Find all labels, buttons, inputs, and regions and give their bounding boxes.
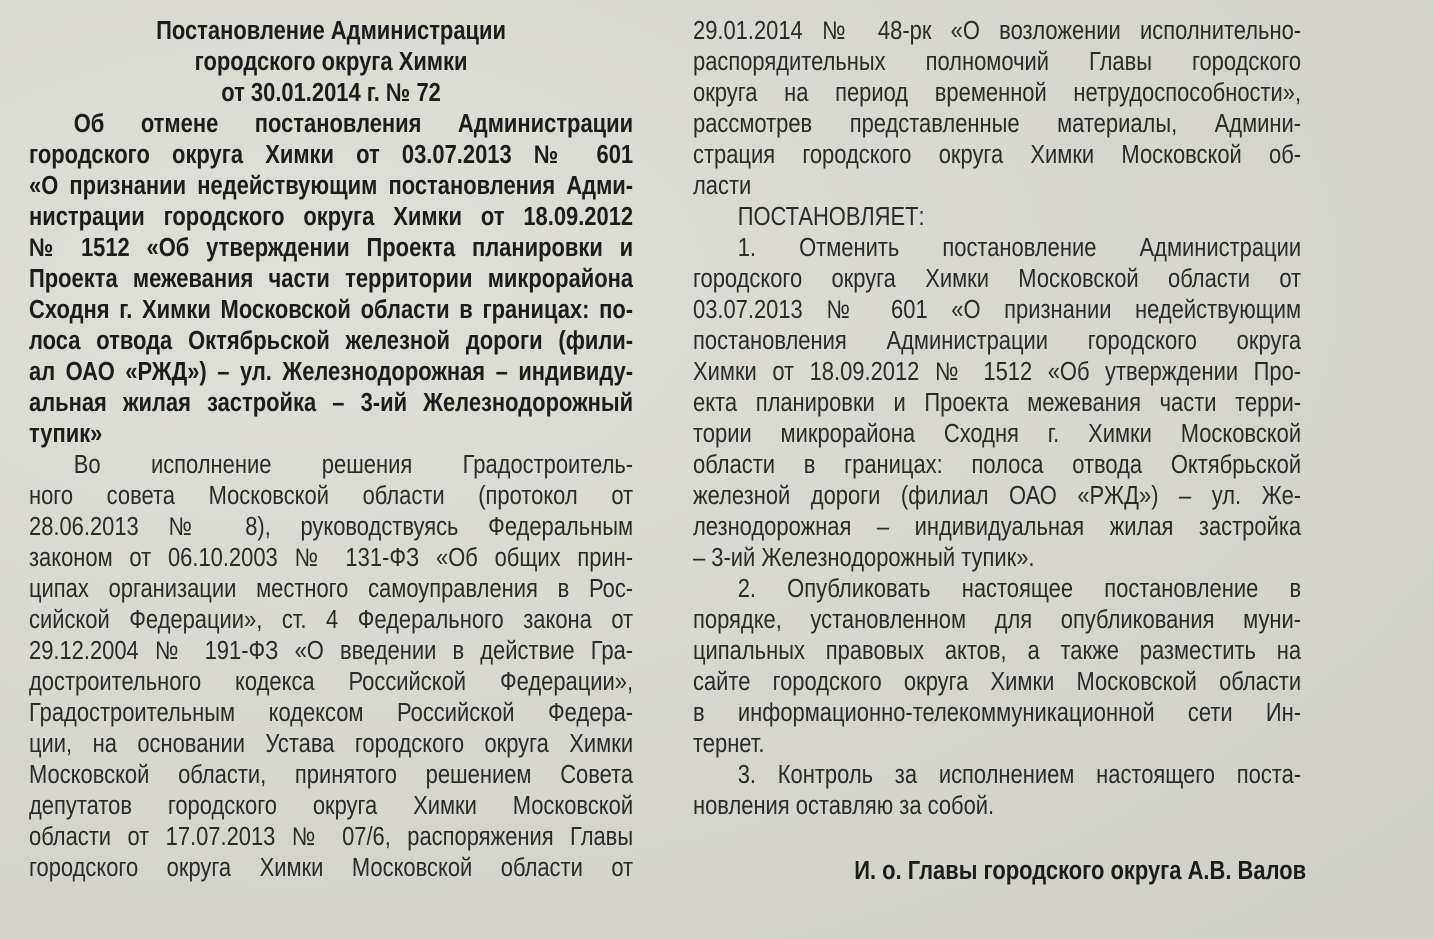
resolves-heading: ПОСТАНОВЛЯЕТ: bbox=[737, 203, 925, 231]
clause-1 bbox=[693, 233, 1301, 574]
clause-line: порядке, установленном для опубликования муни- bbox=[693, 606, 1302, 634]
body-line: депутатов городского округа Химки Московской bbox=[29, 792, 634, 820]
left-column bbox=[29, 16, 633, 884]
subject-line: лоса отвода Октябрьской железной дороги (фили- bbox=[29, 327, 634, 355]
body-line: Московской области, принятого решением Совета bbox=[29, 761, 634, 789]
subject-line: тупик» bbox=[29, 420, 103, 448]
subject-line: «О признании недействующим постановления Адми- bbox=[29, 172, 634, 200]
clause-2 bbox=[693, 574, 1301, 760]
clause-line: в информационно-телекоммуникационной сети Ин- bbox=[693, 699, 1302, 727]
body-line: достроительного кодекса Российской Федерации», bbox=[29, 668, 634, 696]
signature-line: И. о. Главы городского округа А.В. Валов bbox=[854, 857, 1307, 885]
body-line: 29.01.2014 № 48-рк «О возложении исполнительно- bbox=[693, 17, 1302, 45]
clause-line: постановления Администрации городского округа bbox=[693, 327, 1302, 355]
subject-line: ал ОАО «РЖД») – ул. Железнодорожная – индивиду- bbox=[29, 358, 634, 386]
document-preamble bbox=[29, 450, 633, 884]
body-line: ного совета Московской области (протокол от bbox=[29, 482, 634, 510]
body-line: городского округа Химки Московской области от bbox=[29, 854, 634, 882]
clause-line: городского округа Химки Московской области от bbox=[693, 265, 1302, 293]
clause-line: екта планировки и Проекта межевания части терри- bbox=[693, 389, 1302, 417]
preamble-continuation bbox=[693, 16, 1301, 202]
subject-line: № 1512 «Об утверждении Проекта планировки и bbox=[29, 234, 634, 262]
body-line: области от 17.07.2013 № 07/6, распоряжения Главы bbox=[29, 823, 634, 851]
body-line: Градостроительным кодексом Российской Федера- bbox=[29, 699, 634, 727]
clause-line: Химки от 18.09.2012 № 1512 «Об утверждении Про- bbox=[693, 358, 1302, 386]
subject-line: нистрации городского округа Химки от 18.09.2012 bbox=[29, 203, 634, 231]
body-line: распорядительных полномочий Главы городского bbox=[693, 48, 1302, 76]
subject-line: Об отмене постановления Администрации bbox=[73, 110, 634, 138]
header-line: городского округа Химки bbox=[194, 48, 468, 76]
subject-line: Сходня г. Химки Московской области в границах: по- bbox=[29, 296, 634, 324]
clause-line: 03.07.2013 № 601 «О признании недействующим bbox=[693, 296, 1302, 324]
subject-line: городского округа Химки от 03.07.2013 № 601 bbox=[29, 141, 634, 169]
body-line: страция городского округа Химки Московской об- bbox=[693, 141, 1302, 169]
body-line: Во исполнение решения Градостроитель- bbox=[73, 451, 634, 479]
header-line: Постановление Администрации bbox=[156, 17, 506, 45]
body-line: ципах организации местного самоуправления в Рос- bbox=[29, 575, 634, 603]
clause-line: новления оставляю за собой. bbox=[693, 792, 995, 820]
subject-line: альная жилая застройка – 3-ий Железнодорожный bbox=[29, 389, 634, 417]
clause-line: 2. Опубликовать настоящее постановление в bbox=[737, 575, 1302, 603]
clause-line: 1. Отменить постановление Администрации bbox=[737, 234, 1302, 262]
clause-3 bbox=[693, 760, 1301, 822]
right-column bbox=[693, 16, 1301, 822]
clause-line: области в границах: полоса отвода Октябрьской bbox=[693, 451, 1302, 479]
clause-line: ципальных правовых актов, а также разместить на bbox=[693, 637, 1302, 665]
header-line: от 30.01.2014 г. № 72 bbox=[221, 79, 441, 107]
body-line: сийской Федерации», ст. 4 Федерального закона от bbox=[29, 606, 634, 634]
body-line: рассмотрев представленные материалы, Админи- bbox=[693, 110, 1302, 138]
clause-line: сайте городского округа Химки Московской области bbox=[693, 668, 1302, 696]
clause-line: тернет. bbox=[693, 730, 765, 758]
body-line: ции, на основании Устава городского округа Химки bbox=[29, 730, 634, 758]
body-line: 28.06.2013 № 8), руководствуясь Федеральным bbox=[29, 513, 634, 541]
clause-line: – 3-ий Железнодорожный тупик». bbox=[693, 544, 1035, 572]
subject-line: Проекта межевания части территории микрорайона bbox=[29, 265, 634, 293]
body-line: ласти bbox=[693, 172, 752, 200]
clause-line: тории микрорайона Сходня г. Химки Московской bbox=[693, 420, 1302, 448]
signature-block bbox=[693, 856, 1306, 887]
body-line: законом от 06.10.2003 № 131-ФЗ «Об общих прин- bbox=[29, 544, 634, 572]
body-line: округа на период временной нетрудоспособности», bbox=[693, 79, 1302, 107]
document-header bbox=[29, 16, 633, 109]
clause-line: железной дороги (филиал ОАО «РЖД») – ул. Же- bbox=[693, 482, 1302, 510]
document-subject bbox=[29, 109, 633, 450]
clause-line: лезнодорожная – индивидуальная жилая застройка bbox=[693, 513, 1302, 541]
clause-line: 3. Контроль за исполнением настоящего поста- bbox=[737, 761, 1302, 789]
body-line: 29.12.2004 № 191-ФЗ «О введении в действие Гра- bbox=[29, 637, 634, 665]
